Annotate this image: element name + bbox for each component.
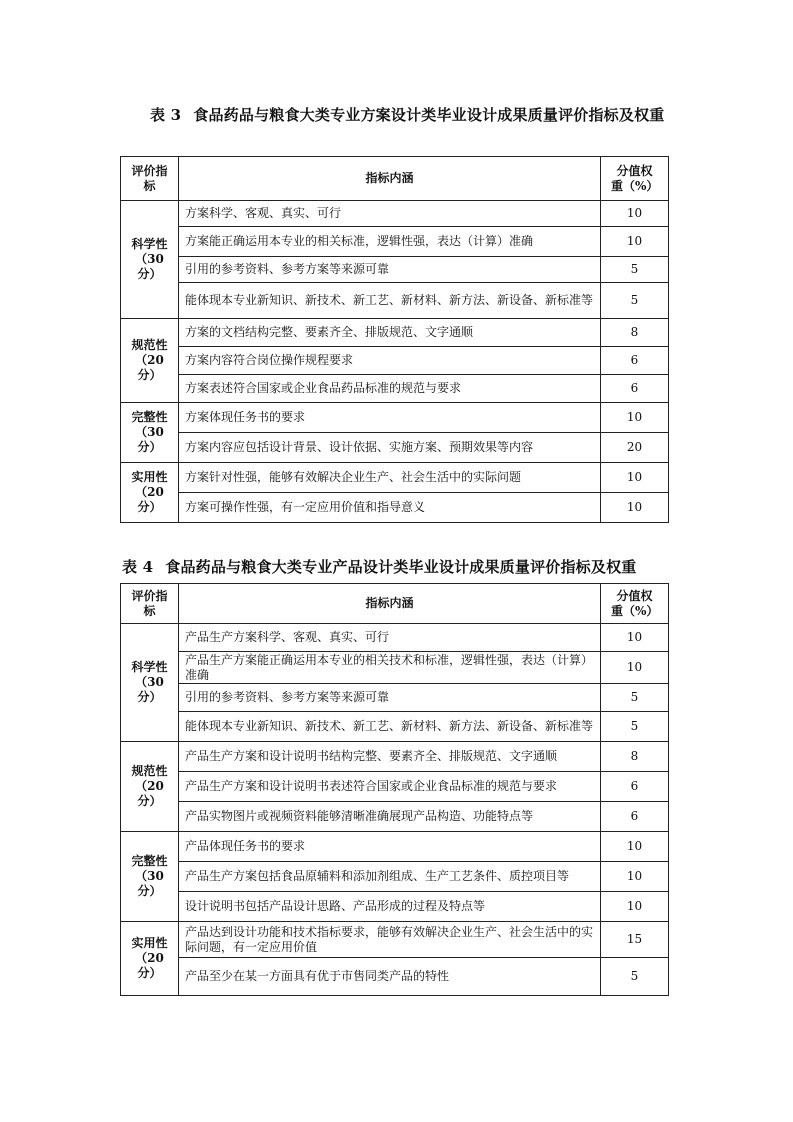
table3 bbox=[120, 156, 669, 523]
table3-caption: 食品药品与粮食大类专业方案设计类毕业设计成果质量评价指标及权重 bbox=[193, 106, 665, 124]
category-name: 规范性 bbox=[131, 338, 168, 352]
content-cell: 引用的参考资料、参考方案等来源可靠 bbox=[179, 257, 601, 283]
score-cell: 5 bbox=[601, 257, 669, 283]
header-row bbox=[121, 584, 669, 624]
table-row bbox=[121, 892, 669, 922]
table-row bbox=[121, 319, 669, 347]
category-cell bbox=[121, 742, 179, 832]
score-cell: 10 bbox=[601, 892, 669, 922]
score-cell: 10 bbox=[601, 493, 669, 523]
table-row bbox=[121, 684, 669, 712]
category-cell bbox=[121, 403, 179, 463]
table4-number: 表 4 bbox=[122, 558, 154, 576]
score-cell: 10 bbox=[601, 624, 669, 652]
score-cell: 15 bbox=[601, 922, 669, 958]
header-content: 指标内涵 bbox=[179, 584, 601, 624]
category-points: （30分） bbox=[135, 869, 164, 898]
score-cell: 6 bbox=[601, 375, 669, 403]
table4-caption: 食品药品与粮食大类专业产品设计类毕业设计成果质量评价指标及权重 bbox=[165, 558, 637, 576]
score-cell: 8 bbox=[601, 319, 669, 347]
table-row bbox=[121, 283, 669, 319]
content-cell: 设计说明书包括产品设计思路、产品形成的过程及特点等 bbox=[179, 892, 601, 922]
score-cell: 10 bbox=[601, 403, 669, 433]
content-cell: 方案内容符合岗位操作规程要求 bbox=[179, 347, 601, 375]
content-cell: 产品至少在某一方面具有优于市售同类产品的特性 bbox=[179, 958, 601, 996]
content-cell: 方案可操作性强，有一定应用价值和指导意义 bbox=[179, 493, 601, 523]
table-row bbox=[121, 862, 669, 892]
table-row bbox=[121, 958, 669, 996]
table-row bbox=[121, 375, 669, 403]
category-cell bbox=[121, 319, 179, 403]
content-cell: 方案体现任务书的要求 bbox=[179, 403, 601, 433]
category-cell bbox=[121, 832, 179, 922]
table-row bbox=[121, 712, 669, 742]
category-name: 规范性 bbox=[131, 764, 168, 778]
category-name: 完整性 bbox=[131, 854, 168, 868]
content-cell: 方案表述符合国家或企业食品药品标准的规范与要求 bbox=[179, 375, 601, 403]
content-cell: 方案的文档结构完整、要素齐全、排版规范、文字通顺 bbox=[179, 319, 601, 347]
table4-title bbox=[122, 555, 682, 579]
score-cell: 6 bbox=[601, 802, 669, 832]
table-row bbox=[121, 227, 669, 257]
score-cell: 5 bbox=[601, 684, 669, 712]
table-row bbox=[121, 201, 669, 227]
content-cell: 方案内容应包括设计背景、设计依据、实施方案、预期效果等内容 bbox=[179, 433, 601, 463]
score-cell: 5 bbox=[601, 283, 669, 319]
category-name: 实用性 bbox=[131, 470, 168, 484]
content-cell: 产品体现任务书的要求 bbox=[179, 832, 601, 862]
category-cell bbox=[121, 463, 179, 523]
category-cell bbox=[121, 624, 179, 742]
header-weight: 分值权重（%） bbox=[601, 584, 669, 624]
table-row bbox=[121, 463, 669, 493]
score-cell: 10 bbox=[601, 652, 669, 684]
content-cell: 产品达到设计功能和技术指标要求，能够有效解决企业生产、社会生活中的实际问题，有一定应用价值 bbox=[179, 922, 601, 958]
category-name: 实用性 bbox=[131, 936, 168, 950]
table3-title bbox=[122, 100, 682, 130]
score-cell: 8 bbox=[601, 742, 669, 772]
table-row bbox=[121, 624, 669, 652]
score-cell: 6 bbox=[601, 772, 669, 802]
category-points: （30分） bbox=[135, 252, 164, 281]
category-points: （20分） bbox=[135, 951, 164, 980]
category-cell bbox=[121, 201, 179, 319]
score-cell: 10 bbox=[601, 463, 669, 493]
content-cell: 方案针对性强，能够有效解决企业生产、社会生活中的实际问题 bbox=[179, 463, 601, 493]
table-row bbox=[121, 403, 669, 433]
category-points: （30分） bbox=[135, 675, 164, 704]
content-cell: 产品生产方案包括食品原辅料和添加剂组成、生产工艺条件、质控项目等 bbox=[179, 862, 601, 892]
header-content: 指标内涵 bbox=[179, 157, 601, 201]
score-cell: 6 bbox=[601, 347, 669, 375]
category-name: 完整性 bbox=[131, 410, 168, 424]
table-row bbox=[121, 802, 669, 832]
table-row bbox=[121, 652, 669, 684]
table-row bbox=[121, 742, 669, 772]
category-name: 科学性 bbox=[131, 237, 168, 251]
category-cell bbox=[121, 922, 179, 996]
table-row bbox=[121, 922, 669, 958]
content-cell: 产品生产方案和设计说明书结构完整、要素齐全、排版规范、文字通顺 bbox=[179, 742, 601, 772]
score-cell: 10 bbox=[601, 862, 669, 892]
header-row bbox=[121, 157, 669, 201]
table-row bbox=[121, 772, 669, 802]
table-row bbox=[121, 493, 669, 523]
table-row bbox=[121, 832, 669, 862]
content-cell: 产品生产方案能正确运用本专业的相关技术和标准，逻辑性强，表达（计算）准确 bbox=[179, 652, 601, 684]
score-cell: 5 bbox=[601, 958, 669, 996]
content-cell: 方案能正确运用本专业的相关标准，逻辑性强，表达（计算）准确 bbox=[179, 227, 601, 257]
category-points: （20分） bbox=[135, 353, 164, 382]
content-cell: 产品生产方案科学、客观、真实、可行 bbox=[179, 624, 601, 652]
table4 bbox=[120, 583, 669, 996]
content-cell: 产品生产方案和设计说明书表述符合国家或企业食品标准的规范与要求 bbox=[179, 772, 601, 802]
content-cell: 方案科学、客观、真实、可行 bbox=[179, 201, 601, 227]
score-cell: 10 bbox=[601, 832, 669, 862]
content-cell: 产品实物图片或视频资料能够清晰准确展现产品构造、功能特点等 bbox=[179, 802, 601, 832]
header-indicator: 评价指标 bbox=[121, 157, 179, 201]
content-cell: 能体现本专业新知识、新技术、新工艺、新材料、新方法、新设备、新标准等 bbox=[179, 712, 601, 742]
table-row bbox=[121, 433, 669, 463]
score-cell: 20 bbox=[601, 433, 669, 463]
table3-number: 表 3 bbox=[150, 106, 182, 124]
category-points: （20分） bbox=[135, 485, 164, 514]
score-cell: 10 bbox=[601, 227, 669, 257]
category-points: （30分） bbox=[135, 425, 164, 454]
score-cell: 5 bbox=[601, 712, 669, 742]
score-cell: 10 bbox=[601, 201, 669, 227]
category-points: （20分） bbox=[135, 779, 164, 808]
content-cell: 引用的参考资料、参考方案等来源可靠 bbox=[179, 684, 601, 712]
table-row bbox=[121, 347, 669, 375]
header-weight: 分值权重（%） bbox=[601, 157, 669, 201]
content-cell: 能体现本专业新知识、新技术、新工艺、新材料、新方法、新设备、新标准等 bbox=[179, 283, 601, 319]
table-row bbox=[121, 257, 669, 283]
header-indicator: 评价指标 bbox=[121, 584, 179, 624]
category-name: 科学性 bbox=[131, 660, 168, 674]
